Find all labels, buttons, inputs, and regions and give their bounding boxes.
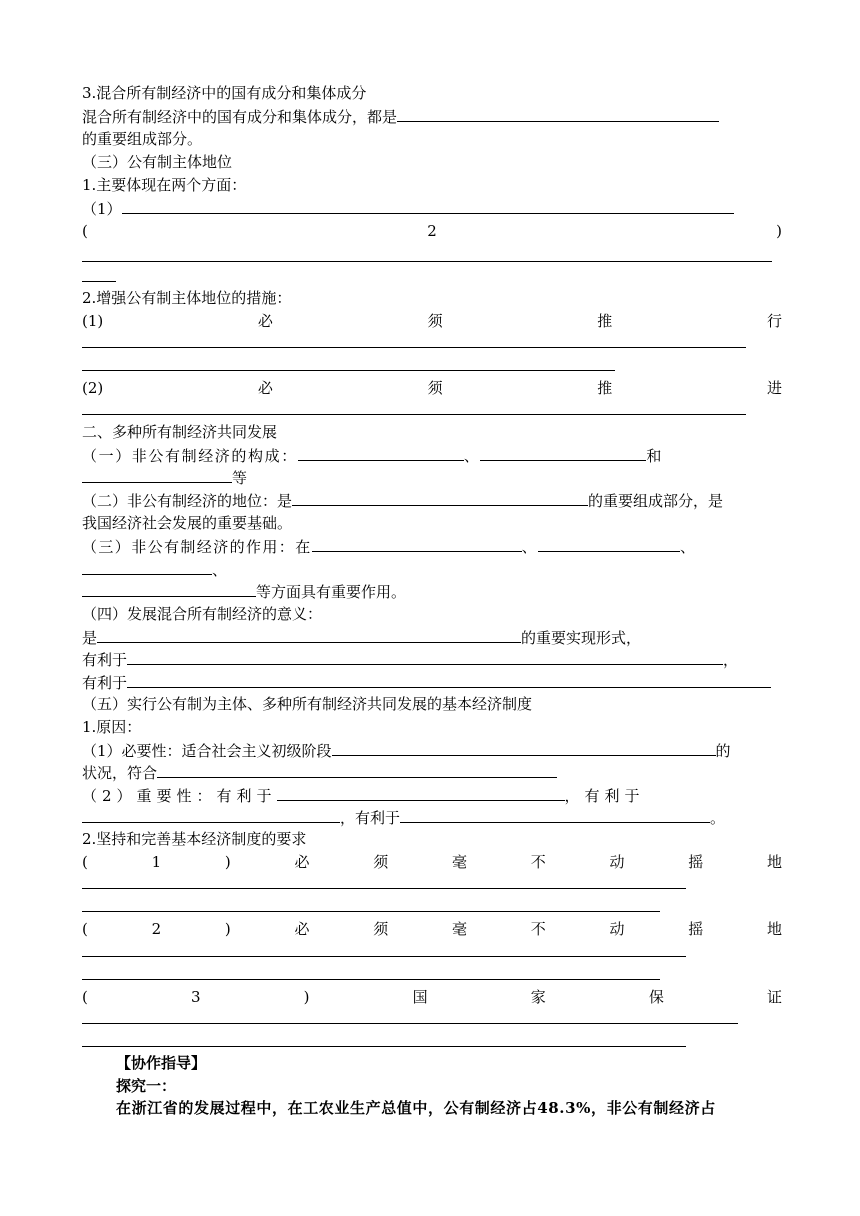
char: 2	[151, 920, 162, 938]
sentence-text: 的重要实现形式，	[521, 629, 642, 647]
spread-line	[82, 986, 782, 1008]
answer-blank[interactable]	[480, 444, 646, 461]
sentence-text: （二）非公有制经济的地位：是	[82, 492, 293, 510]
heading-text: （三）公有制主体地位	[82, 153, 233, 171]
char: 须	[373, 920, 389, 938]
sentence-text: 混合所有制经济中的国有成分和集体成分，都是	[82, 108, 398, 126]
char: 进	[766, 379, 782, 397]
answer-rule[interactable]	[82, 347, 746, 348]
char: 家	[530, 988, 546, 1006]
char: 毫	[451, 853, 467, 871]
sentence-text: 有利于	[82, 651, 128, 669]
heading-text: 1.主要体现在两个方面：	[82, 176, 247, 194]
char: )	[303, 988, 310, 1006]
char: 须	[427, 312, 443, 330]
spread-line	[82, 377, 782, 399]
char: 动	[609, 920, 625, 938]
answer-rule[interactable]	[82, 414, 746, 415]
fill-line	[82, 626, 641, 648]
answer-blank[interactable]	[400, 806, 710, 823]
sentence-text: ，有利于	[564, 787, 645, 805]
conjunction: 和	[646, 447, 664, 465]
spread-line	[82, 918, 782, 940]
heading-text: 2.增强公有制主体地位的措施：	[82, 289, 292, 307]
heading-text: 二、多种所有制经济共同发展	[82, 423, 278, 441]
char: 须	[427, 379, 443, 397]
answer-blank[interactable]	[82, 806, 340, 823]
section-heading	[82, 603, 322, 625]
sentence-text: ，有利于	[340, 809, 401, 827]
section-heading	[82, 693, 532, 715]
sentence-text: （1）必要性：适合社会主义初级阶段	[82, 742, 332, 760]
answer-blank[interactable]	[538, 535, 680, 552]
fill-line	[82, 105, 719, 127]
spread-line	[82, 851, 782, 873]
answer-rule[interactable]	[82, 281, 116, 282]
sentence-text: 是	[82, 629, 98, 647]
punctuation: ，	[723, 651, 739, 669]
item-number: (2)	[82, 379, 104, 397]
sentence-text: （2）重要性：有利于	[82, 787, 277, 805]
fill-line	[82, 197, 734, 219]
separator: 、	[212, 561, 228, 579]
part-heading	[82, 421, 277, 443]
char: 毫	[451, 920, 467, 938]
answer-blank[interactable]	[397, 105, 719, 122]
section-heading	[82, 151, 232, 173]
answer-blank[interactable]	[82, 558, 212, 575]
char: 保	[648, 988, 664, 1006]
fill-line	[82, 489, 723, 511]
paren-close: )	[776, 222, 782, 240]
inquiry-heading	[116, 1075, 176, 1097]
heading-text: 【协作指导】	[116, 1054, 207, 1072]
fill-line	[82, 739, 731, 761]
paren-open: (	[82, 222, 88, 240]
answer-blank[interactable]	[122, 197, 734, 214]
char: (	[82, 920, 88, 938]
fill-line	[82, 648, 738, 670]
char: 摇	[688, 853, 704, 871]
char: (	[82, 988, 88, 1006]
inquiry-text	[116, 1097, 716, 1119]
sub-heading	[82, 828, 306, 850]
item-3-heading	[82, 82, 366, 104]
char: 地	[766, 920, 782, 938]
fill-line	[82, 806, 725, 828]
char: 地	[766, 853, 782, 871]
char: 动	[609, 853, 625, 871]
item-number: （1）	[82, 200, 122, 218]
answer-blank[interactable]	[277, 784, 565, 801]
sentence-text: 的重要组成部分，是	[588, 492, 724, 510]
sentence-text: 有利于	[82, 674, 128, 692]
answer-blank[interactable]	[157, 761, 557, 778]
fill-line	[82, 444, 663, 466]
suffix-text: 等	[232, 469, 248, 487]
item-number: (1)	[82, 312, 104, 330]
char: )	[224, 853, 231, 871]
char: 1	[151, 853, 162, 871]
char: 必	[294, 920, 310, 938]
spread-line	[82, 220, 782, 242]
char: 须	[373, 853, 389, 871]
char: 必	[257, 379, 273, 397]
answer-blank[interactable]	[298, 444, 464, 461]
separator: 、	[463, 447, 481, 465]
sentence-text: （一）非公有制经济的构成：	[82, 447, 298, 465]
sentence-text: （三）非公有制经济的作用：在	[82, 538, 312, 556]
answer-blank[interactable]	[97, 626, 521, 643]
sentence-text: 我国经济社会发展的重要基础。	[82, 514, 293, 532]
heading-text: 2.坚持和完善基本经济制度的要求	[82, 830, 307, 848]
answer-blank[interactable]	[332, 739, 716, 756]
fill-line	[82, 761, 557, 783]
char: 推	[597, 312, 613, 330]
char: 3	[190, 988, 201, 1006]
heading-text: 1.原因：	[82, 718, 142, 736]
char: )	[224, 920, 231, 938]
spread-line	[82, 310, 782, 332]
item-number: 2	[427, 222, 437, 240]
answer-blank[interactable]	[292, 489, 588, 506]
answer-blank[interactable]	[127, 648, 723, 665]
fill-line	[82, 466, 247, 488]
heading-text: 3.混合所有制经济中的国有成分和集体成分	[82, 84, 367, 102]
answer-rule[interactable]	[82, 956, 686, 957]
char: 国	[412, 988, 428, 1006]
char: 证	[766, 988, 782, 1006]
sentence-text: 在浙江省的发展过程中，在工农业生产总值中，公有制经济占48.3%，非公有制经济占	[116, 1099, 716, 1117]
char: 不	[530, 920, 546, 938]
answer-blank[interactable]	[82, 466, 232, 483]
answer-blank[interactable]	[312, 535, 522, 552]
separator: 、	[680, 538, 697, 556]
char: 不	[530, 853, 546, 871]
char: 推	[597, 379, 613, 397]
fill-line	[82, 580, 406, 602]
text-line	[82, 128, 202, 150]
sentence-text: 的	[715, 742, 731, 760]
answer-rule[interactable]	[82, 911, 660, 912]
sub-heading	[82, 287, 291, 309]
char: 必	[294, 853, 310, 871]
sentence-text: 状况，符合	[82, 764, 158, 782]
char: 行	[766, 312, 782, 330]
fill-line	[82, 558, 227, 580]
fill-line	[82, 784, 645, 806]
answer-blank[interactable]	[82, 580, 256, 597]
answer-blank[interactable]	[127, 671, 771, 688]
heading-text: （五）实行公有制为主体、多种所有制经济共同发展的基本经济制度	[82, 695, 533, 713]
suffix-text: 等方面具有重要作用。	[256, 583, 407, 601]
sub-heading	[82, 716, 141, 738]
char: (	[82, 853, 88, 871]
answer-rule[interactable]	[82, 888, 686, 889]
heading-text: （四）发展混合所有制经济的意义：	[82, 605, 323, 623]
heading-text: 探究一：	[116, 1077, 177, 1095]
answer-rule[interactable]	[82, 261, 772, 262]
fill-line	[82, 535, 696, 557]
guide-heading	[116, 1052, 206, 1074]
text-line	[82, 512, 292, 534]
answer-rule[interactable]	[82, 1023, 738, 1024]
answer-rule[interactable]	[82, 979, 660, 980]
punctuation: 。	[710, 809, 726, 827]
char: 必	[257, 312, 273, 330]
sub-heading	[82, 174, 246, 196]
separator: 、	[521, 538, 539, 556]
answer-rule[interactable]	[82, 370, 615, 371]
sentence-text: 的重要组成部分。	[82, 130, 203, 148]
fill-line	[82, 671, 771, 693]
char: 摇	[688, 920, 704, 938]
answer-rule[interactable]	[82, 1046, 686, 1047]
